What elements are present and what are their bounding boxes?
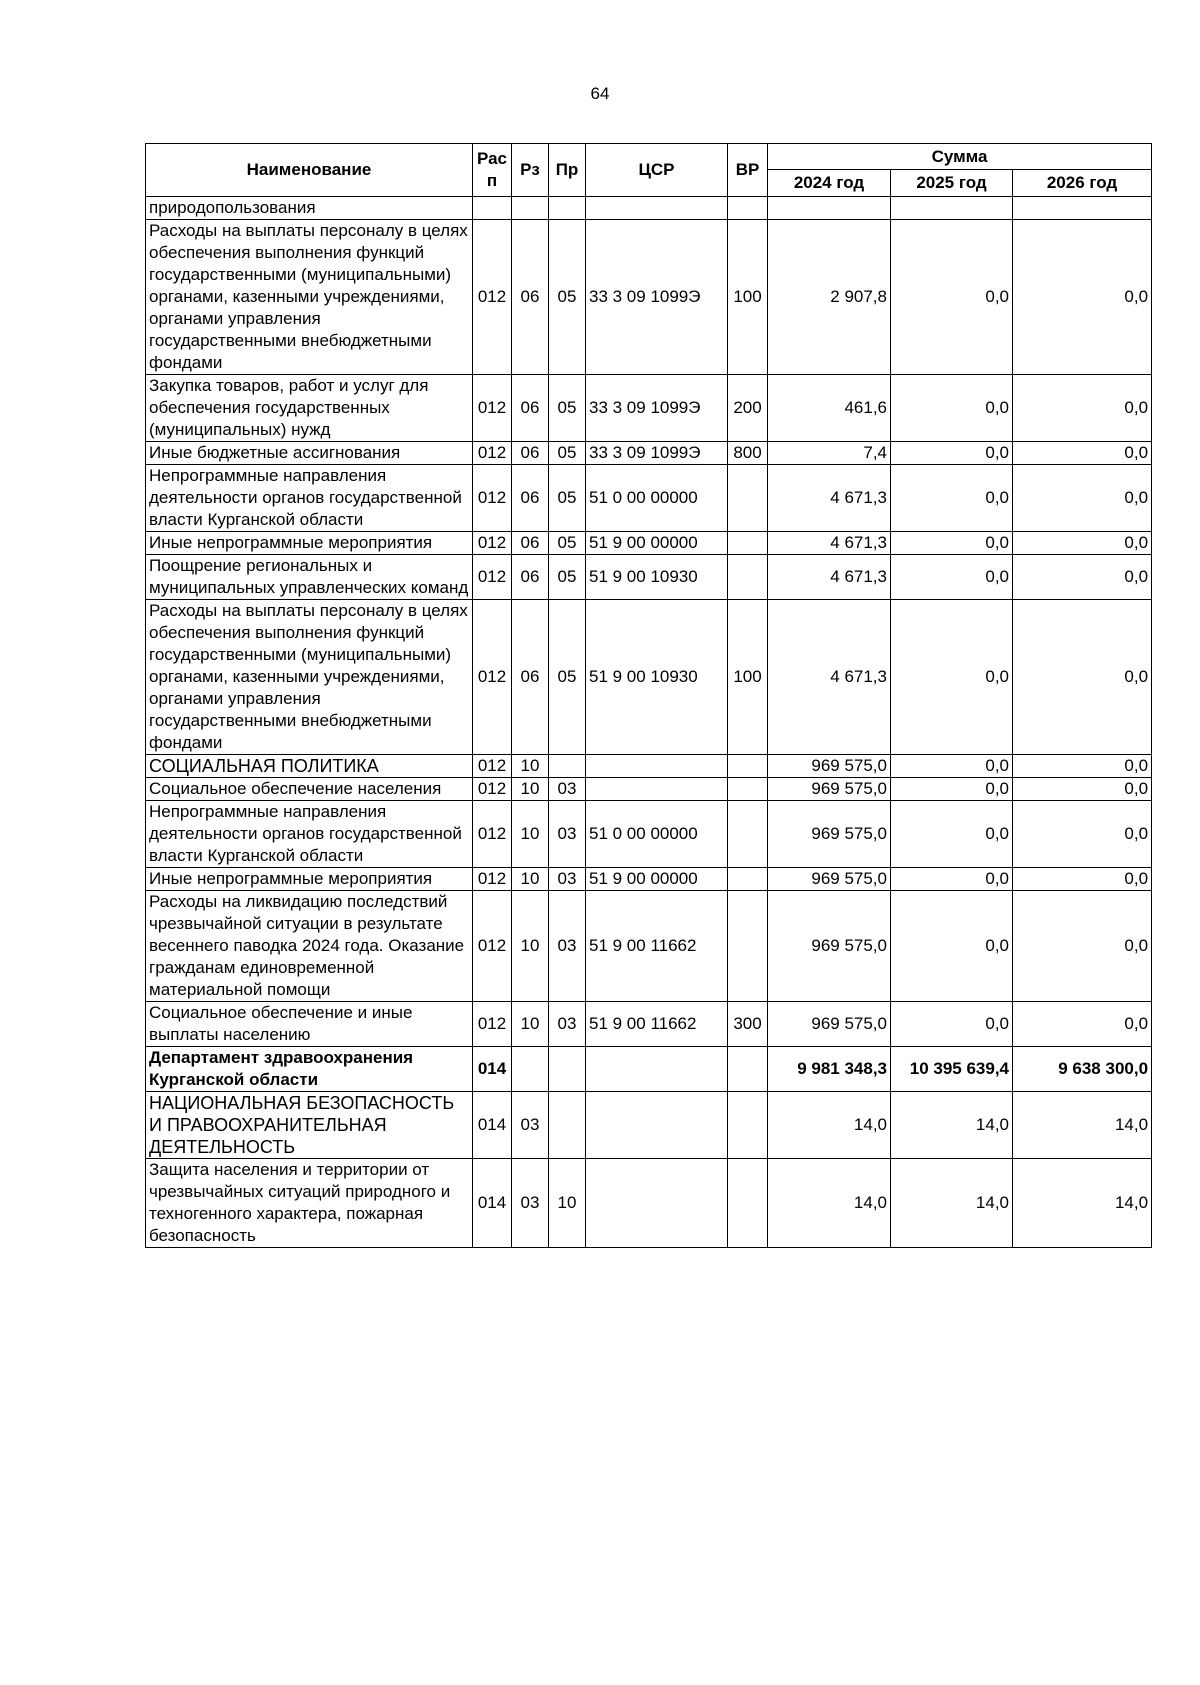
table-row [146,868,1152,891]
row-pr-cell: 03 [549,868,586,891]
row-pr-cell [549,755,586,778]
table-row [146,220,1152,375]
row-amount-2026-cell: 0,0 [1013,891,1152,1002]
row-name-cell: Социальное обеспечение населения [146,778,473,801]
row-name-cell: Иные непрограммные мероприятия [146,532,473,555]
row-rz-cell: 06 [512,555,549,600]
row-name-cell: Иные бюджетные ассигнования [146,442,473,465]
table-row [146,1047,1152,1092]
row-vr-cell [728,532,768,555]
row-amount-2026-cell: 14,0 [1013,1159,1152,1248]
table-body [146,197,1152,1248]
row-pr-cell: 03 [549,778,586,801]
row-amount-2025-cell: 0,0 [891,891,1013,1002]
row-rz-cell: 10 [512,778,549,801]
row-pr-cell: 10 [549,1159,586,1248]
row-name-cell: СОЦИАЛЬНАЯ ПОЛИТИКА [146,755,473,778]
row-pr-cell: 05 [549,220,586,375]
row-amount-2026-cell: 0,0 [1013,778,1152,801]
row-csr-cell: 51 9 00 10930 [586,600,728,755]
row-csr-cell [586,778,728,801]
row-pr-cell: 05 [549,555,586,600]
row-rz-cell: 06 [512,532,549,555]
row-vr-cell: 300 [728,1002,768,1047]
table-row [146,442,1152,465]
table-row [146,1092,1152,1159]
row-pr-cell: 03 [549,801,586,868]
row-rasp-cell: 012 [473,600,512,755]
row-amount-2025-cell [891,197,1013,220]
row-amount-2024-cell: 461,6 [768,375,891,442]
table-row [146,755,1152,778]
row-pr-cell: 05 [549,465,586,532]
row-name-cell: Иные непрограммные мероприятия [146,868,473,891]
row-rasp-cell: 012 [473,465,512,532]
row-vr-cell: 100 [728,220,768,375]
header-csr: ЦСР [586,144,728,197]
row-csr-cell [586,755,728,778]
row-rz-cell: 06 [512,442,549,465]
row-rasp-cell: 012 [473,220,512,375]
row-amount-2024-cell: 969 575,0 [768,755,891,778]
row-amount-2026-cell: 0,0 [1013,220,1152,375]
row-amount-2024-cell [768,197,891,220]
table-row [146,891,1152,1002]
row-amount-2025-cell: 0,0 [891,220,1013,375]
row-pr-cell: 03 [549,891,586,1002]
row-pr-cell: 05 [549,600,586,755]
row-vr-cell [728,1092,768,1159]
row-amount-2024-cell: 9 981 348,3 [768,1047,891,1092]
page-number: 64 [590,84,610,103]
row-amount-2026-cell: 0,0 [1013,465,1152,532]
row-amount-2025-cell: 14,0 [891,1092,1013,1159]
table-row [146,1002,1152,1047]
row-name-cell: Непрограммные направления деятельности органов государственной власти Курганской области [146,801,473,868]
row-rz-cell: 10 [512,801,549,868]
row-amount-2025-cell: 0,0 [891,465,1013,532]
row-amount-2026-cell [1013,197,1152,220]
row-amount-2025-cell: 0,0 [891,1002,1013,1047]
table-row [146,801,1152,868]
row-amount-2025-cell: 0,0 [891,600,1013,755]
row-amount-2025-cell: 0,0 [891,755,1013,778]
table-row [146,600,1152,755]
row-rasp-cell: 014 [473,1092,512,1159]
row-csr-cell: 51 9 00 00000 [586,868,728,891]
table-row [146,532,1152,555]
row-vr-cell [728,778,768,801]
row-rz-cell [512,197,549,220]
row-amount-2025-cell: 0,0 [891,778,1013,801]
header-year-2025: 2025 год [891,170,1013,197]
row-amount-2024-cell: 4 671,3 [768,555,891,600]
row-vr-cell: 800 [728,442,768,465]
row-amount-2025-cell: 0,0 [891,532,1013,555]
row-name-cell: Поощрение региональных и муниципальных управленческих команд [146,555,473,600]
row-amount-2024-cell: 969 575,0 [768,868,891,891]
row-pr-cell: 05 [549,532,586,555]
row-vr-cell [728,1047,768,1092]
row-amount-2025-cell: 0,0 [891,375,1013,442]
row-vr-cell [728,1159,768,1248]
row-name-cell: природопользования [146,197,473,220]
row-rz-cell [512,1047,549,1092]
row-csr-cell [586,197,728,220]
row-csr-cell [586,1047,728,1092]
row-amount-2024-cell: 4 671,3 [768,532,891,555]
row-rasp-cell: 012 [473,442,512,465]
row-name-cell: Социальное обеспечение и иные выплаты населению [146,1002,473,1047]
row-csr-cell: 51 9 00 00000 [586,532,728,555]
row-amount-2026-cell: 0,0 [1013,755,1152,778]
row-csr-cell: 33 3 09 1099Э [586,442,728,465]
row-amount-2026-cell: 0,0 [1013,532,1152,555]
row-pr-cell: 05 [549,442,586,465]
row-rz-cell: 10 [512,1002,549,1047]
row-rz-cell: 10 [512,891,549,1002]
row-vr-cell [728,465,768,532]
header-vr: ВР [728,144,768,197]
row-csr-cell [586,1159,728,1248]
row-name-cell: Непрограммные направления деятельности органов государственной власти Курганской области [146,465,473,532]
row-amount-2026-cell: 0,0 [1013,868,1152,891]
row-pr-cell [549,1092,586,1159]
row-rz-cell: 06 [512,375,549,442]
table-row [146,778,1152,801]
row-rasp-cell: 014 [473,1159,512,1248]
table-row [146,1159,1152,1248]
row-rasp-cell: 012 [473,801,512,868]
row-amount-2024-cell: 969 575,0 [768,891,891,1002]
row-amount-2024-cell: 4 671,3 [768,600,891,755]
row-rasp-cell: 012 [473,868,512,891]
row-amount-2024-cell: 969 575,0 [768,778,891,801]
row-rasp-cell: 012 [473,755,512,778]
header-year-2024: 2024 год [768,170,891,197]
row-csr-cell: 51 9 00 11662 [586,891,728,1002]
row-amount-2026-cell: 0,0 [1013,555,1152,600]
row-name-cell: Защита населения и территории от чрезвычайных ситуаций природного и техногенного характера, пожарная безопасность [146,1159,473,1248]
row-vr-cell [728,868,768,891]
row-rasp-cell: 012 [473,778,512,801]
row-rz-cell: 06 [512,220,549,375]
row-rasp-cell [473,197,512,220]
row-name-cell: НАЦИОНАЛЬНАЯ БЕЗОПАСНОСТЬ И ПРАВООХРАНИТЕЛЬНАЯ ДЕЯТЕЛЬНОСТЬ [146,1092,473,1159]
row-amount-2026-cell: 0,0 [1013,442,1152,465]
header-year-2026: 2026 год [1013,170,1152,197]
row-name-cell: Расходы на выплаты персоналу в целях обеспечения выполнения функций государственными (муниципальными) органами, казенными учреждениями, органами управления государственными внебюджетными фондами [146,220,473,375]
row-rasp-cell: 014 [473,1047,512,1092]
row-csr-cell: 51 0 00 00000 [586,465,728,532]
row-amount-2026-cell: 0,0 [1013,600,1152,755]
header-rasp: Рас п [473,144,512,197]
row-vr-cell [728,891,768,1002]
row-csr-cell: 51 0 00 00000 [586,801,728,868]
row-name-cell: Расходы на выплаты персоналу в целях обеспечения выполнения функций государственными (муниципальными) органами, казенными учреждениями, органами управления государственными внебюджетными фондами [146,600,473,755]
row-name-cell: Департамент здравоохранения Курганской области [146,1047,473,1092]
row-amount-2025-cell: 0,0 [891,801,1013,868]
header-rz: Рз [512,144,549,197]
row-pr-cell [549,1047,586,1092]
row-name-cell: Расходы на ликвидацию последствий чрезвычайной ситуации в результате весеннего паводка 2024 года. Оказание гражданам единовременной материальной помощи [146,891,473,1002]
row-csr-cell: 33 3 09 1099Э [586,375,728,442]
row-amount-2024-cell: 14,0 [768,1159,891,1248]
row-amount-2026-cell: 14,0 [1013,1092,1152,1159]
row-rz-cell: 10 [512,755,549,778]
row-amount-2024-cell: 969 575,0 [768,1002,891,1047]
row-rz-cell: 06 [512,600,549,755]
row-vr-cell [728,197,768,220]
row-amount-2025-cell: 0,0 [891,868,1013,891]
row-rasp-cell: 012 [473,1002,512,1047]
row-amount-2026-cell: 0,0 [1013,1002,1152,1047]
row-vr-cell [728,801,768,868]
row-amount-2024-cell: 2 907,8 [768,220,891,375]
budget-table [145,143,1152,1248]
row-vr-cell: 100 [728,600,768,755]
row-rasp-cell: 012 [473,375,512,442]
row-vr-cell [728,555,768,600]
row-amount-2025-cell: 0,0 [891,555,1013,600]
row-amount-2025-cell: 14,0 [891,1159,1013,1248]
row-rz-cell: 06 [512,465,549,532]
header-name: Наименование [146,144,473,197]
row-pr-cell [549,197,586,220]
row-pr-cell: 03 [549,1002,586,1047]
header-sum: Сумма [768,144,1152,170]
table-row [146,465,1152,532]
row-rz-cell: 10 [512,868,549,891]
table-row [146,197,1152,220]
row-pr-cell: 05 [549,375,586,442]
row-amount-2026-cell: 9 638 300,0 [1013,1047,1152,1092]
row-csr-cell: 51 9 00 11662 [586,1002,728,1047]
row-amount-2026-cell: 0,0 [1013,801,1152,868]
row-rasp-cell: 012 [473,891,512,1002]
table-header [146,144,1152,197]
row-amount-2025-cell: 10 395 639,4 [891,1047,1013,1092]
row-rasp-cell: 012 [473,555,512,600]
row-amount-2026-cell: 0,0 [1013,375,1152,442]
row-vr-cell: 200 [728,375,768,442]
table-row [146,555,1152,600]
row-csr-cell: 33 3 09 1099Э [586,220,728,375]
row-rasp-cell: 012 [473,532,512,555]
row-amount-2024-cell: 969 575,0 [768,801,891,868]
header-pr: Пр [549,144,586,197]
row-amount-2025-cell: 0,0 [891,442,1013,465]
row-amount-2024-cell: 4 671,3 [768,465,891,532]
row-rz-cell: 03 [512,1092,549,1159]
row-vr-cell [728,755,768,778]
row-csr-cell [586,1092,728,1159]
row-csr-cell: 51 9 00 10930 [586,555,728,600]
row-amount-2024-cell: 14,0 [768,1092,891,1159]
row-name-cell: Закупка товаров, работ и услуг для обеспечения государственных (муниципальных) нужд [146,375,473,442]
table-row [146,375,1152,442]
row-amount-2024-cell: 7,4 [768,442,891,465]
row-rz-cell: 03 [512,1159,549,1248]
